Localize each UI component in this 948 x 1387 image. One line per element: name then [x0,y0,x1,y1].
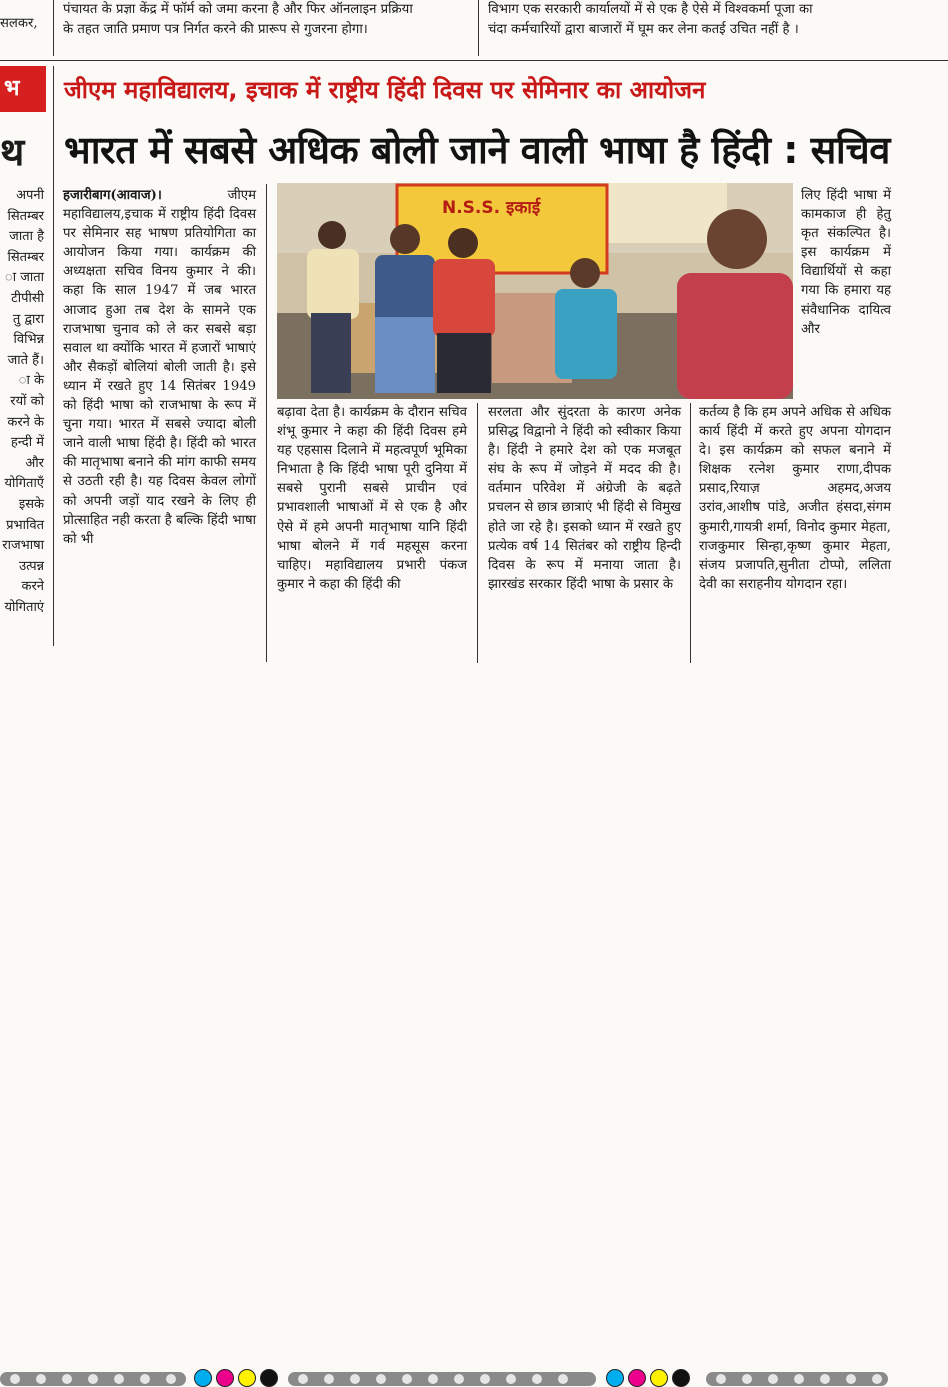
footer-dot [428,1374,438,1384]
left-column-line: योगिताएँ [4,476,44,492]
footer-dot [324,1374,334,1384]
left-column-line: और [25,455,44,471]
column-divider-2 [477,403,478,663]
footer-dot [376,1374,386,1384]
footer-dot [88,1374,98,1384]
top-right-line-2: चंदा कर्मचारियों द्वारा बाजारों में घूम कर लेना कतई उचित नहीं है । [488,22,799,37]
footer-dot [558,1374,568,1384]
story-column-4 [699,403,891,594]
column-1-text [63,186,256,549]
left-column-line: जाते हैं। [7,352,44,368]
story-kicker: जीएम महाविद्यालय, इचाक में राष्ट्रीय हिंदी दिवस पर सेमिनार का आयोजन [64,76,706,104]
registration-magenta [216,1369,234,1387]
column-divider-3 [690,403,691,663]
banner-text: N.S.S. इकाई [442,198,541,218]
left-story-divider [53,66,54,646]
left-column-line: प्रभावित [6,517,44,533]
footer-dot [820,1374,830,1384]
event-photo-illustration [277,183,793,399]
footer-dot [506,1374,516,1384]
footer-dot [480,1374,490,1384]
dateline: हजारीबाग(आवाज)। [63,188,162,203]
story-column-3 [488,403,681,594]
top-right-line-1: विभाग एक सरकारी कार्यालयों में से एक है ऐसे में विश्वकर्मा पूजा का [488,2,813,17]
left-column-line: सितम्बर [7,249,44,265]
left-column-line: करने [21,579,44,595]
left-column-line: करने के [7,414,44,430]
registration-yellow [238,1369,256,1387]
footer-registration-strip [0,684,948,706]
top-divider-left [53,0,54,56]
left-column-line: राजभाषा [2,538,44,554]
footer-dot [350,1374,360,1384]
left-story-column [0,186,44,618]
top-rule [0,60,948,61]
left-column-line: ा के [18,373,44,389]
story-column-1 [63,186,256,549]
left-column-line: टीपीसी [11,290,44,306]
column-divider-1 [266,184,267,662]
footer-dot [402,1374,412,1384]
left-column-line: उत्पन्न [18,558,44,574]
registration-magenta-2 [628,1369,646,1387]
story-column-4-side [801,186,891,339]
footer-dot [872,1374,882,1384]
left-column-line: विभिन्न [13,332,44,348]
top-middle-text [63,0,483,40]
left-column-line: सितम्बर [7,208,44,224]
footer-dot [114,1374,124,1384]
left-story-headline: थ [0,130,25,174]
footer-dot [742,1374,752,1384]
left-column-line: जाता है [9,229,44,245]
footer-dot [298,1374,308,1384]
registration-black-2 [672,1369,690,1387]
footer-dot [846,1374,856,1384]
top-middle-line-1: पंचायत के प्रज्ञा केंद्र में फॉर्म को जमा करना है और फिर ऑनलाइन प्रक्रिया [63,2,413,17]
footer-dot [794,1374,804,1384]
column-4-text: कर्तव्य है कि हम अपने अधिक से अधिक कार्य हिंदी में करते हुए अपना योगदान दे। इस कार्यक्रम को सफल बनाने में शिक्षक रत्नेश कुमार राणा,दीपक प्रसाद,रियाज़ अहमद,अजय उरांव,आशीष पांडे, अजीत हंसदा,संगम कुमारी,गायत्री शर्मा, विनोद कुमार मेहता, राजकुमार सिन्हा,कृष्ण कुमार मेहता, संजय प्रजापति,सुनीता टोप्पो, ललिता देवी का सराहनीय योगदान रहा। [699,405,891,592]
column-3-text: सरलता और सुंदरता के कारण अनेक प्रसिद्ध विद्वानो ने हिंदी को स्वीकार किया है। हिंदी ने हमारे देश को एक मजबूत संघ के रूप में जोड़ने में मदद की है। वर्तमान परिवेश में अंग्रेजी के बढ़ते प्रचलन से छात्र छात्राएं भी हिंदी से विमुख होते जा रहे है। इसको ध्यान में रखते हुए प्रत्येक वर्ष 14 सितंबर को राष्ट्रीय हिन्दी दिवस के रूप में मनाया जाता है। झारखंड सरकार हिंदी भाषा के प्रसार के [488,405,681,592]
column-1-body: जीएम महाविद्यालय,इचाक में राष्ट्रीय हिंदी दिवस पर सेमिनार सह भाषण प्रतियोगिता का आयोजन किया गया। कार्यक्रम की अध्यक्षता सचिव विनय कुमार ने की। कहा कि साल 1947 में जब भारत आजाद हुआ तब देश के सामने एक राजभाषा चुनाव को ले कर सबसे बड़ा सवाल था क्योंकि भारत में हजारों भाषाएं और सैकड़ों बोलियां बोली जाती है। इसे ध्यान में रखते हुए 14 सितंबर 1949 को हिंदी भाषा को राजभाषा के रूप में चुना गया। भारत में सबसे ज्यादा बोली जाने वाली भाषा हिंदी है। हिंदी को भारत की मातृभाषा बनाने की मांग काफी समय से उठती रही है। यह दिवस केवल लोगों को अपनी जड़ों याद रखने के लिए ही प्रोत्साहित नही करता है बल्कि हिंदी भाषा को भी [63,188,256,547]
column-4-side-text: लिए हिंदी भाषा में कामकाज ही हेतु कृत संकल्पित है। इस कार्यक्रम में विद्यार्थियों से कहा गया कि हमारा यह संवैधानिक दायित्व और [801,188,891,337]
left-column-line: अपनी [16,188,44,203]
top-left-fragment [0,14,38,34]
footer-dot [62,1374,72,1384]
registration-yellow-2 [650,1369,668,1387]
footer-dot [768,1374,778,1384]
registration-cyan-2 [606,1369,624,1387]
left-column-line: हन्दी में [10,435,44,451]
left-story-badge: भ [0,66,46,112]
registration-cyan [194,1369,212,1387]
column-2-text: बढ़ावा देता है। कार्यक्रम के दौरान सचिव शंभू कुमार ने कहा की हिंदी दिवस हमे यह एहसास दिलाने में महत्वपूर्ण भूमिका निभाता है कि हिंदी भाषा पूरी दुनिया में सबसे पुरानी सबसे प्राचीन एवं प्रभावशाली भाषाओं में से एक है और ऐसे में हमे अपनी मातृभाषा यानि हिंदी भाषा बोलने में गर्व महसूस करना चाहिए। महाविद्यालय प्रभारी पंकज कुमार ने कहा की हिंदी की [277,405,467,592]
top-right-text [488,0,938,40]
footer-dot [10,1374,20,1384]
footer-dot [36,1374,46,1384]
top-divider-right [478,0,479,56]
story-headline: भारत में सबसे अधिक बोली जाने वाली भाषा है हिंदी : सचिव [64,128,890,172]
left-column-line: रयों को [10,393,44,409]
footer-dot [140,1374,150,1384]
left-column-line: इसके [18,496,44,512]
top-middle-line-2: के तहत जाति प्रमाण पत्र निर्गत करने की प्रारूप से गुजरना होगा। [63,22,368,37]
top-left-text: सलकर, [0,16,38,31]
event-photo [277,183,793,399]
footer-dot [166,1374,176,1384]
story-column-2 [277,403,467,594]
footer-pill-2 [288,1372,596,1386]
footer-dot [716,1374,726,1384]
registration-black [260,1369,278,1387]
footer-dot [532,1374,542,1384]
footer-dot [454,1374,464,1384]
left-column-line: योगिताएं [4,599,44,615]
left-column-line: तु द्वारा [12,311,44,327]
left-column-line: ा जाता [4,270,44,286]
